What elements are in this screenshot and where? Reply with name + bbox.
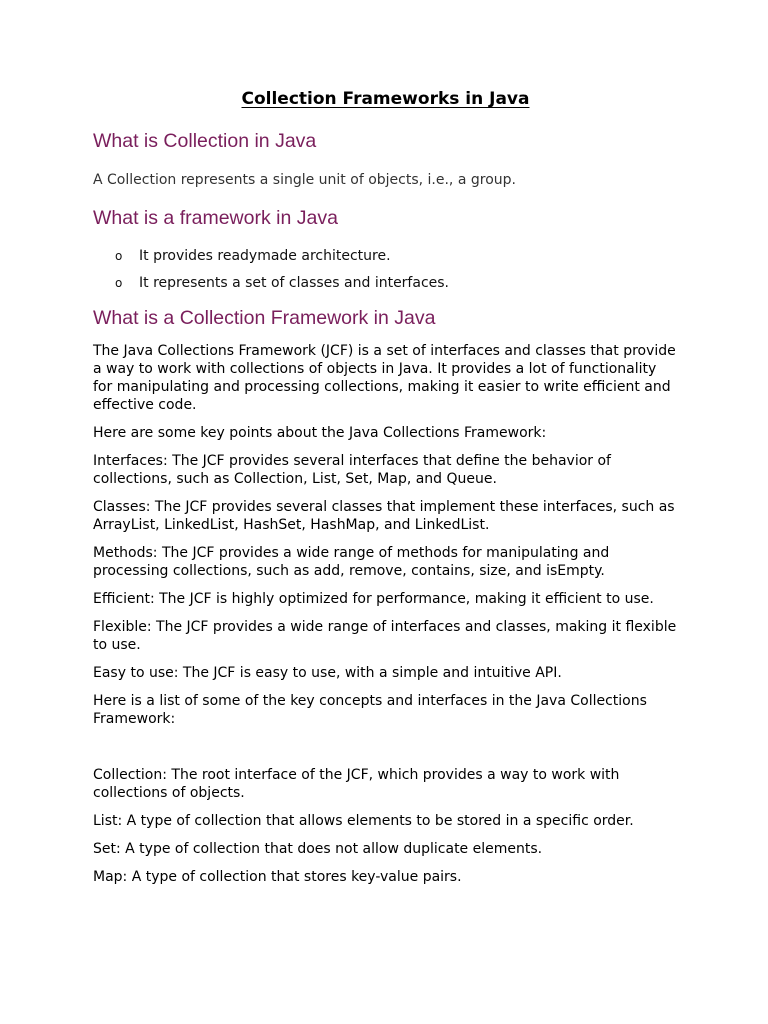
list-item bbox=[93, 274, 678, 301]
jcf-intro-paragraph: The Java Collections Framework (JCF) is a set of interfaces and classes that provide a way to work with collections of objects in Java. It provides a lot of functionality for manipulating and processing collections, making it easier to write efficient and effective code. bbox=[93, 343, 676, 413]
section-heading-collection-framework: What is a Collection Framework in Java bbox=[93, 307, 436, 329]
section-heading-framework: What is a framework in Java bbox=[93, 207, 338, 229]
bullet-text: It provides readymade architecture. bbox=[139, 248, 391, 264]
point-easy-to-use: Easy to use: The JCF is easy to use, with a simple and intuitive API. bbox=[93, 665, 562, 681]
point-classes: Classes: The JCF provides several classes that implement these interfaces, such as ArrayList, LinkedList, HashSet, HashMap, and LinkedList. bbox=[93, 499, 675, 533]
collection-definition: A Collection represents a single unit of objects, i.e., a group. bbox=[93, 172, 516, 188]
framework-bullet-list bbox=[93, 247, 678, 301]
bullet-circle-icon: o bbox=[115, 249, 123, 263]
section-heading-collection: What is Collection in Java bbox=[93, 130, 317, 152]
point-flexible: Flexible: The JCF provides a wide range of interfaces and classes, making it flexible to use. bbox=[93, 619, 677, 653]
key-concepts-intro: Here is a list of some of the key concepts and interfaces in the Java Collections Framework: bbox=[93, 693, 647, 727]
concept-collection: Collection: The root interface of the JCF, which provides a way to work with collections of objects. bbox=[93, 767, 620, 801]
key-points-intro: Here are some key points about the Java Collections Framework: bbox=[93, 425, 547, 441]
concept-list: List: A type of collection that allows elements to be stored in a specific order. bbox=[93, 813, 634, 829]
point-interfaces: Interfaces: The JCF provides several interfaces that define the behavior of collections, such as Collection, List, Set, Map, and Queue. bbox=[93, 453, 611, 487]
concept-map: Map: A type of collection that stores key-value pairs. bbox=[93, 869, 462, 885]
point-methods: Methods: The JCF provides a wide range of methods for manipulating and processing collections, such as add, remove, contains, size, and isEmpty. bbox=[93, 545, 610, 579]
document-title: Collection Frameworks in Java bbox=[241, 89, 530, 109]
bullet-text: It represents a set of classes and interfaces. bbox=[139, 275, 449, 291]
list-item bbox=[93, 247, 678, 274]
bullet-circle-icon: o bbox=[115, 276, 123, 290]
point-efficient: Efficient: The JCF is highly optimized for performance, making it efficient to use. bbox=[93, 591, 654, 607]
document-page bbox=[93, 88, 678, 886]
concept-set: Set: A type of collection that does not allow duplicate elements. bbox=[93, 841, 543, 857]
